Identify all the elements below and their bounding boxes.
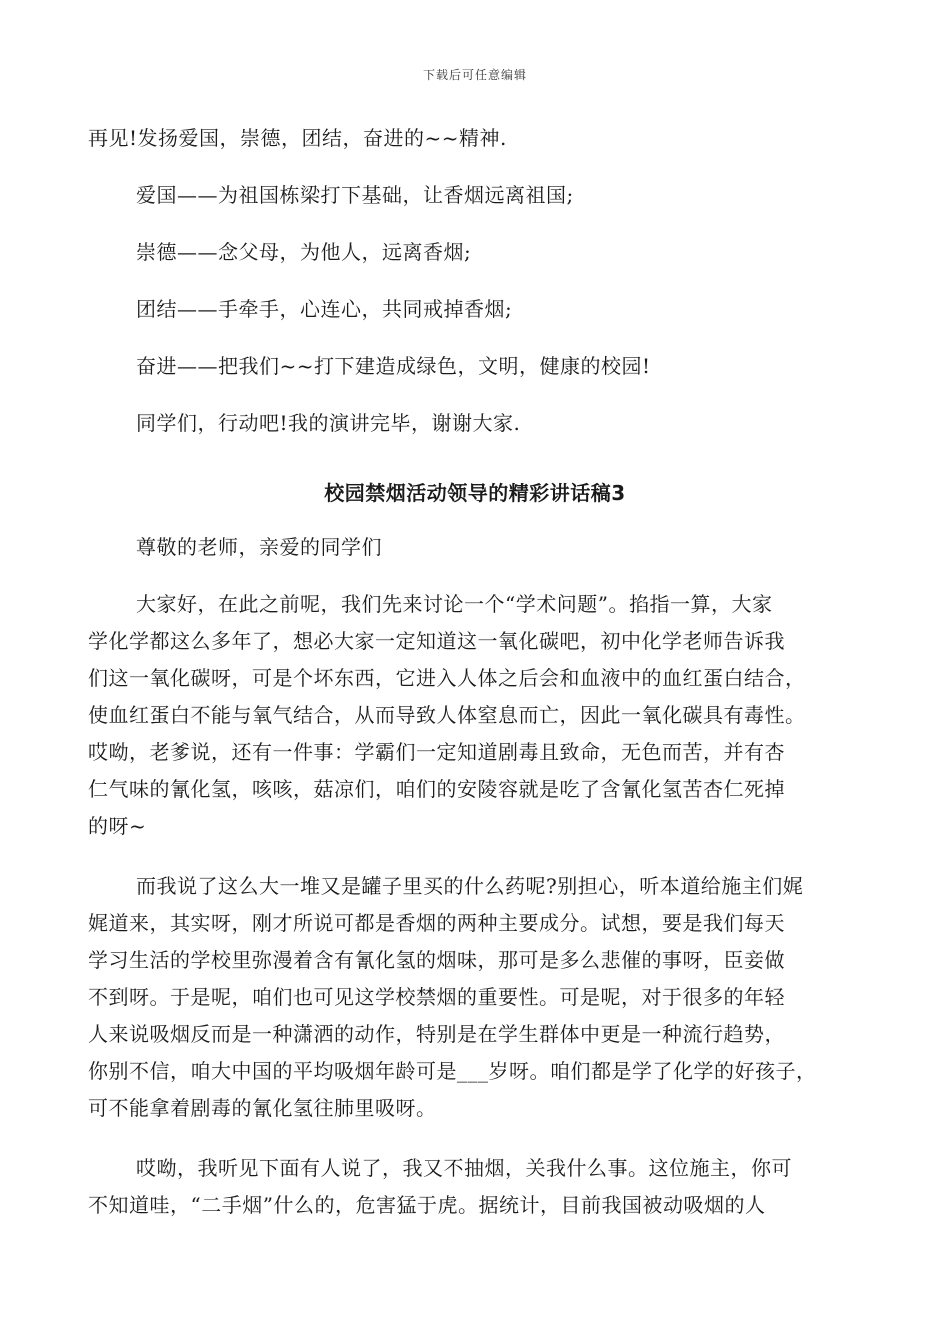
paragraph-line: 们这一氧化碳呀，可是个坏东西，它进入人体之后会和血液中的血红蛋白结合， — [88, 666, 806, 690]
paragraph-line: 不到呀。于是呢，咱们也可见这学校禁烟的重要性。可是呢，对于很多的年轻 — [88, 985, 785, 1009]
slogan-progress: 奋进——把我们~~打下建造成绿色，文明，健康的校园! — [136, 354, 651, 378]
paragraph-line: 仁气味的氰化氢，咳咳，菇凉们，咱们的安陵容就是吃了含氰化氢苦杏仁死掉 — [88, 777, 785, 801]
paragraph-line: 哎呦，老爹说，还有一件事：学霸们一定知道剧毒且致命，无色而苦，并有杏 — [88, 740, 785, 764]
paragraph-line: 大家好，在此之前呢，我们先来讨论一个“学术问题”。掐指一算，大家 — [136, 592, 773, 616]
paragraph-line: 使血红蛋白不能与氧气结合，从而导致人体窒息而亡，因此一氧化碳具有毒性。 — [88, 703, 806, 727]
slogan-patriotism: 爱国——为祖国栋梁打下基础，让香烟远离祖国; — [136, 183, 574, 207]
paragraph-line: 而我说了这么大一堆又是罐子里买的什么药呢?别担心，听本道给施主们娓 — [136, 874, 804, 898]
greeting-line: 尊敬的老师，亲爱的同学们 — [136, 535, 382, 559]
paragraph-line: 可不能拿着剧毒的氰化氢往肺里吸呀。 — [88, 1096, 437, 1120]
paragraph-line: 的呀~ — [88, 814, 147, 838]
paragraph-line: 人来说吸烟反而是一种潇洒的动作，特别是在学生群体中更是一种流行趋势， — [88, 1022, 785, 1046]
paragraph-line: 不知道哇，“二手烟”什么的，危害猛于虎。据统计，目前我国被动吸烟的人 — [88, 1193, 766, 1217]
paragraph-line: 哎呦，我听见下面有人说了，我又不抽烟，关我什么事。这位施主，你可 — [136, 1156, 792, 1180]
paragraph-line: 娓道来，其实呀，刚才所说可都是香烟的两种主要成分。试想，要是我们每天 — [88, 911, 785, 935]
slogan-virtue: 崇德——念父母，为他人，远离香烟; — [136, 240, 472, 264]
paragraph-line: 学化学都这么多年了，想必大家一定知道这一氧化碳吧，初中化学老师告诉我 — [88, 629, 785, 653]
slogan-unity: 团结——手牵手，心连心，共同戒掉香烟; — [136, 297, 513, 321]
paragraph-line: 你别不信，咱大中国的平均吸烟年龄可是___岁呀。咱们都是学了化学的好孩子， — [88, 1059, 817, 1083]
paragraph-line: 学习生活的学校里弥漫着含有氰化氢的烟味，那可是多么悲催的事呀，臣妾做 — [88, 948, 785, 972]
speech-end-line: 同学们，行动吧!我的演讲完毕，谢谢大家. — [136, 411, 521, 435]
closing-line: 再见!发扬爱国，崇德，团结，奋进的~~精神. — [88, 126, 507, 150]
section-title: 校园禁烟活动领导的精彩讲话稿3 — [324, 481, 626, 505]
page-header-note: 下载后可任意编辑 — [422, 68, 527, 82]
